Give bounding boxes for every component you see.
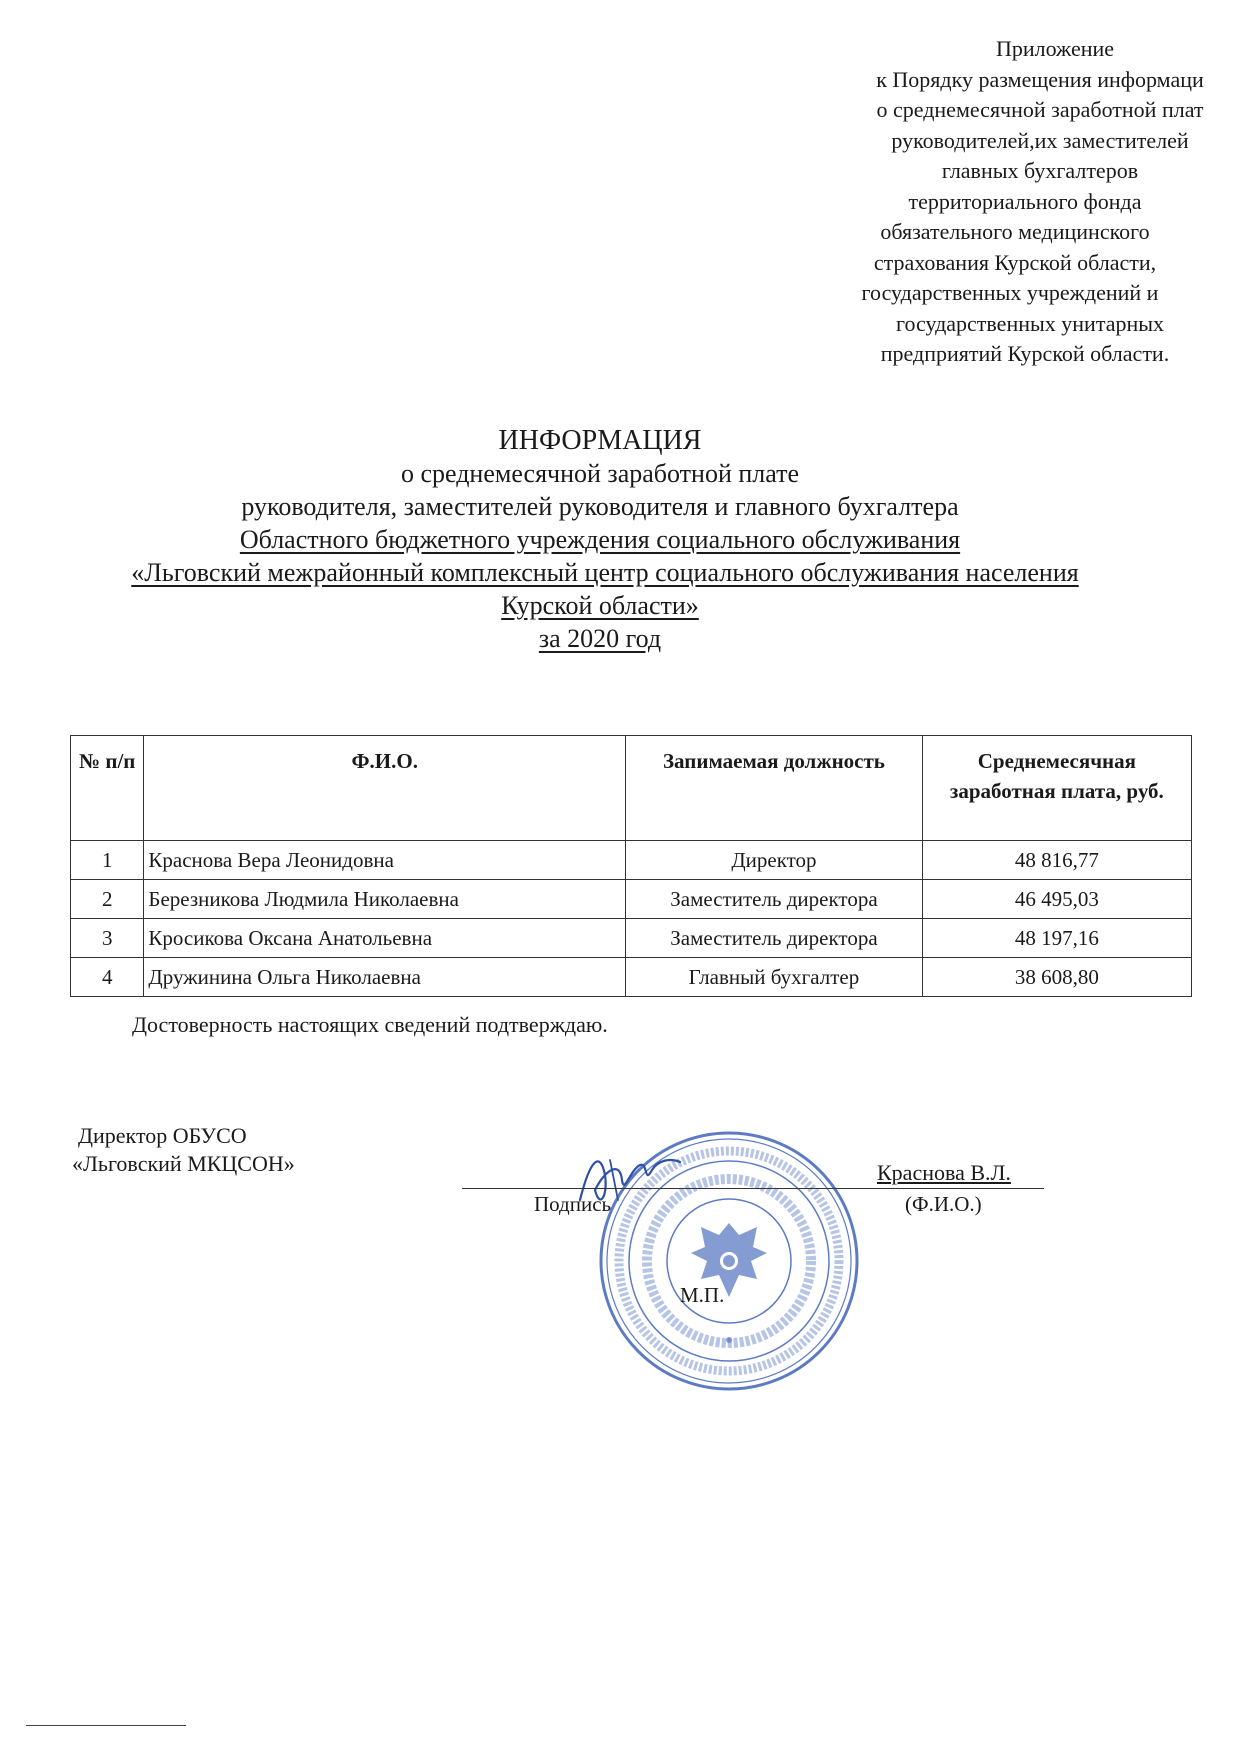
row-fio: Березникова Людмила Николаевна (144, 880, 626, 919)
organization-name: Областного бюджетного учреждения социального обслуживания (239, 525, 961, 554)
heading-line: руководителя, заместителей руководителя и главного бухгалтера (241, 492, 959, 521)
table-row (71, 919, 1192, 958)
appendix-block (800, 34, 1240, 370)
signatory-name: Краснова В.Л. (877, 1160, 1011, 1185)
seal-label: М.П. (680, 1283, 725, 1307)
row-number: 2 (71, 880, 144, 919)
director-position: Директор ОБУСО (78, 1123, 247, 1148)
column-header-salary: Среднемесячная заработная плата, руб. (922, 736, 1191, 841)
row-salary: 46 495,03 (922, 880, 1191, 919)
row-salary: 38 608,80 (922, 958, 1191, 997)
appendix-line: предприятий Курской области. (880, 341, 1170, 366)
organization-name: Курской области» (501, 591, 699, 620)
appendix-line: о среднемесячной заработной плат (876, 97, 1204, 122)
appendix-line: страхования Курской области, (873, 249, 1157, 275)
appendix-line: к Порядку размещения информаци (876, 66, 1204, 92)
table-row (71, 880, 1192, 919)
table-header-row (71, 736, 1192, 841)
report-period: за 2020 год (538, 624, 662, 653)
appendix-line: руководителей,их заместителей (891, 127, 1189, 153)
row-salary: 48 816,77 (922, 841, 1191, 880)
appendix-line: главных бухгалтеров (941, 158, 1139, 183)
row-position: Заместитель директора (626, 919, 923, 958)
footer-divider (26, 1725, 186, 1726)
heading-line: о среднемесячной заработной плате (400, 459, 800, 488)
row-fio: Краснова Вера Леонидовна (144, 841, 626, 880)
director-organization: «Льговский МКЦСОН» (72, 1151, 295, 1176)
row-salary: 48 197,16 (922, 919, 1191, 958)
appendix-line: государственных учреждений и (861, 280, 1159, 305)
appendix-line: государственных унитарных (895, 310, 1165, 336)
table-row (71, 958, 1192, 997)
appendix-line: Приложение (995, 36, 1115, 61)
row-number: 1 (71, 841, 144, 880)
director-title (72, 1122, 295, 1178)
salary-table (70, 735, 1192, 997)
row-fio: Дружинина Ольга Николаевна (144, 958, 626, 997)
confirmation-text: Достоверность настоящих сведений подтверждаю. (132, 1012, 608, 1037)
row-position: Главный бухгалтер (626, 958, 923, 997)
document-heading (0, 424, 1240, 655)
table-row (71, 841, 1192, 880)
signatory-name-label: (Ф.И.О.) (905, 1192, 982, 1216)
appendix-line: обязательного медицинского (880, 219, 1150, 244)
organization-name: «Льговский межрайонный комплексный центр социального обслуживания населения (131, 558, 1079, 587)
column-header-position: Запимаемая должность (626, 736, 923, 841)
signature-label: Подпись (534, 1192, 612, 1216)
row-position: Заместитель директора (626, 880, 923, 919)
appendix-line: территориального фонда (908, 188, 1142, 214)
row-number: 3 (71, 919, 144, 958)
signature-line (462, 1188, 1044, 1189)
row-number: 4 (71, 958, 144, 997)
row-position: Директор (626, 841, 923, 880)
column-header-num: № п/п (71, 736, 144, 841)
document-title: ИНФОРМАЦИЯ (498, 425, 702, 456)
column-header-fio: Ф.И.О. (144, 736, 626, 841)
row-fio: Кросикова Оксана Анатольевна (144, 919, 626, 958)
